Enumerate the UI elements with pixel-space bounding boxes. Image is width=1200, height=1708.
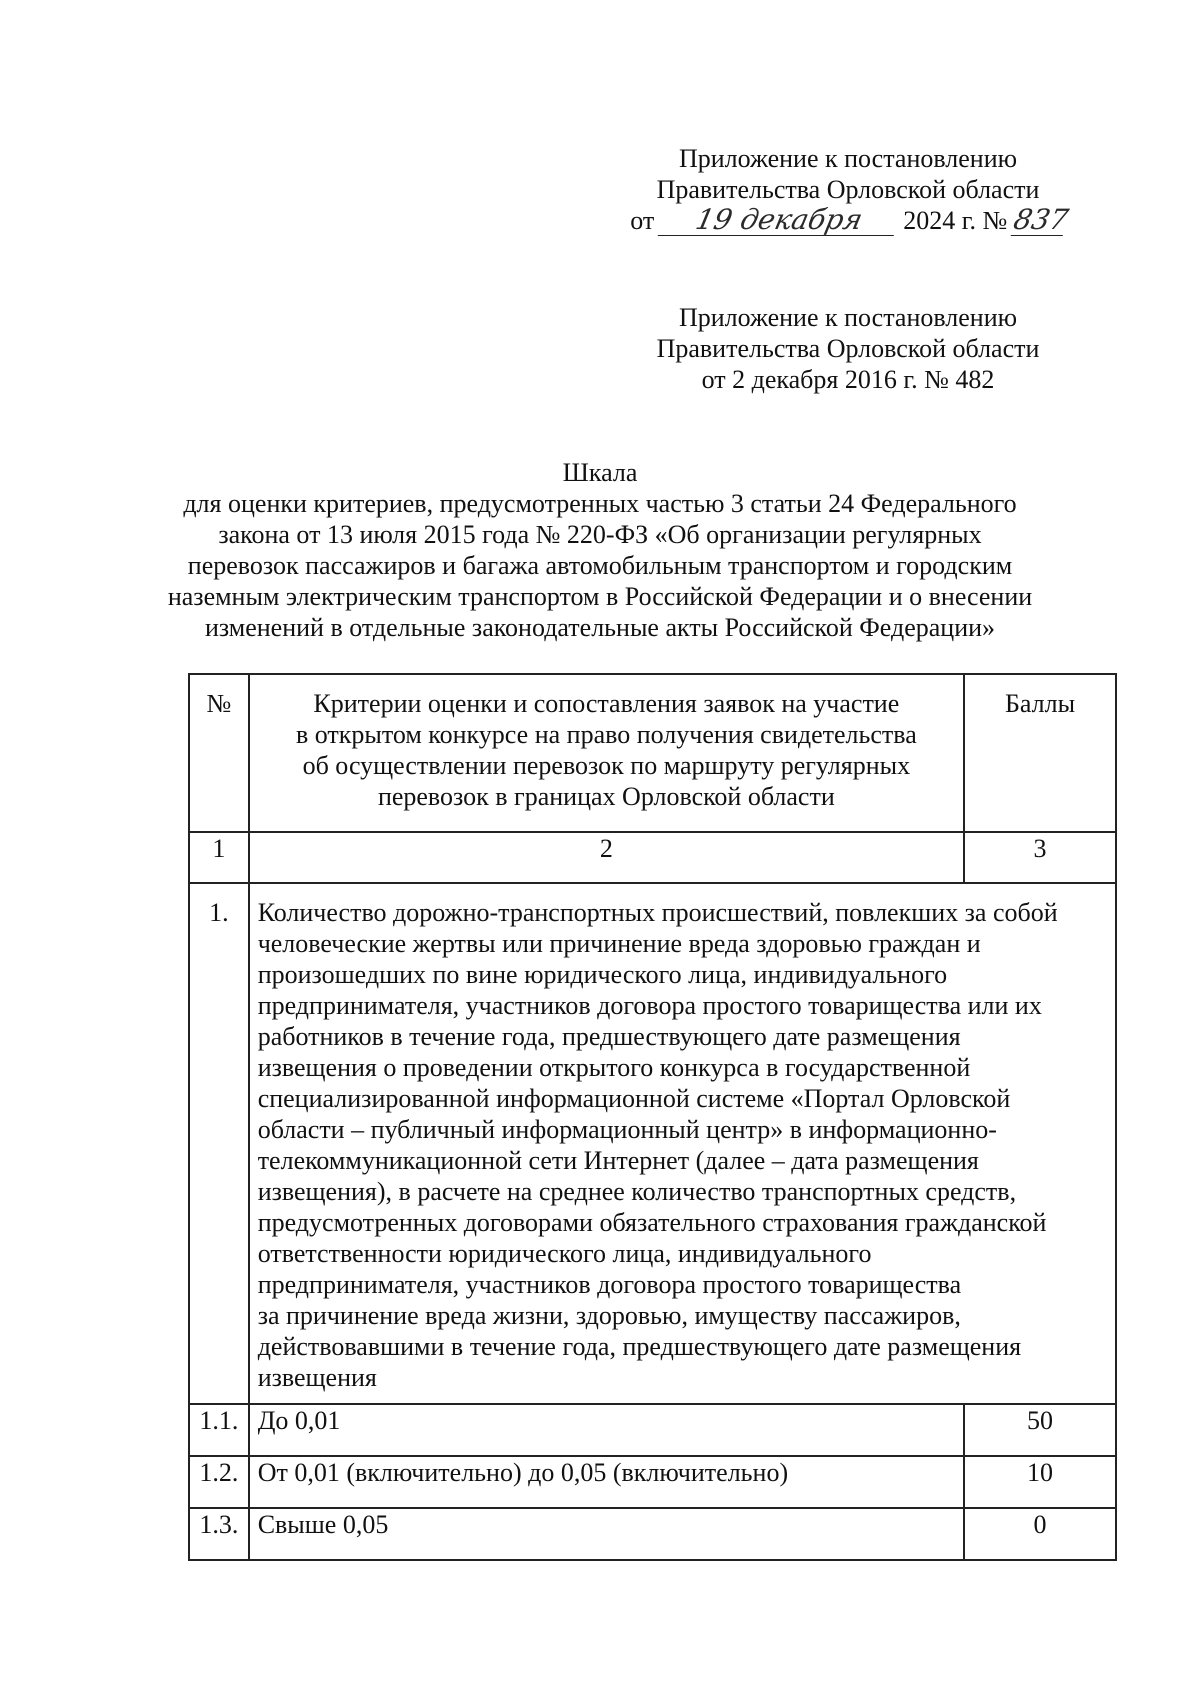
- header-criteria-line: Критерии оценки и сопоставления заявок на участие: [313, 689, 900, 718]
- title-line: для оценки критериев, предусмотренных частью 3 статьи 24 Федерального: [183, 489, 1017, 518]
- criterion-line: предпринимателя, участников договора простого товарищества или их: [257, 991, 1042, 1020]
- criterion-line: извещения: [257, 1363, 377, 1392]
- table-row: [189, 1456, 1116, 1508]
- appendix-line-2: Правительства Орловской области: [656, 334, 1040, 363]
- header-criteria-line: перевозок в границах Орловской области: [377, 782, 835, 811]
- header-number: №: [189, 674, 249, 832]
- row-criterion: До 0,01: [249, 1404, 964, 1456]
- row-criterion: Свыше 0,05: [249, 1508, 964, 1560]
- section-number: 1.: [189, 883, 249, 1404]
- row-points: 50: [964, 1404, 1116, 1456]
- criterion-line: извещения о проведении открытого конкурса в государственной: [257, 1053, 971, 1082]
- section-row: [189, 883, 1116, 1404]
- header-criteria-line: в открытом конкурсе на право получения свидетельства: [295, 720, 917, 749]
- column-number: 3: [964, 832, 1116, 883]
- header-points: Баллы: [964, 674, 1116, 832]
- appendix-line-1: Приложение к постановлению: [678, 303, 1018, 332]
- title-heading: Шкала: [562, 458, 638, 487]
- header-criteria-line: об осуществлении перевозок по маршруту регулярных: [302, 751, 911, 780]
- appendix-line-3: от 2 декабря 2016 г. № 482: [701, 365, 995, 394]
- appendix-original-resolution: [628, 302, 1068, 395]
- header-criteria: [249, 674, 964, 832]
- column-number: 1: [189, 832, 249, 883]
- criterion-line: произошедших по вине юридического лица, индивидуального: [257, 960, 948, 989]
- table-row: [189, 1508, 1116, 1560]
- appendix-line-1: Приложение к постановлению: [678, 144, 1018, 173]
- table-header-row: [189, 674, 1116, 832]
- criterion-line: предусмотренных договорами обязательного страхования гражданской: [257, 1208, 1047, 1237]
- year-text: 2024 г. №: [903, 206, 1008, 235]
- criterion-line: предпринимателя, участников договора простого товарищества: [257, 1270, 962, 1299]
- criterion-line: Количество дорожно-транспортных происшествий, повлекших за собой: [257, 898, 1058, 927]
- appendix-current-resolution: [628, 143, 1071, 236]
- criterion-line: действовавшими в течение года, предшествующего дате размещения: [257, 1332, 1022, 1361]
- criterion-line: телекоммуникационной сети Интернет (далее – дата размещения: [257, 1146, 979, 1175]
- criterion-line: области – публичный информационный центр» в информационно-: [257, 1115, 997, 1144]
- criterion-line: специализированной информационной системе «Портал Орловской: [257, 1084, 1011, 1113]
- date-prefix: от: [630, 206, 655, 235]
- appendix-line-2: Правительства Орловской области: [656, 175, 1040, 204]
- column-number-row: [189, 832, 1116, 883]
- criterion-line: работников в течение года, предшествующего дате размещения: [257, 1022, 961, 1051]
- section-criterion-text: [249, 883, 1116, 1404]
- row-number: 1.3.: [189, 1508, 249, 1560]
- criteria-table: [188, 673, 1117, 1561]
- criterion-line: извещения), в расчете на среднее количество транспортных средств,: [257, 1177, 1017, 1206]
- criterion-line: за причинение вреда жизни, здоровью, имуществу пассажиров,: [257, 1301, 961, 1330]
- row-number: 1.1.: [189, 1404, 249, 1456]
- handwritten-date: 19 декабря: [657, 205, 900, 236]
- appendix-date-line: [628, 203, 1071, 236]
- title-line: закона от 13 июля 2015 года № 220-ФЗ «Об организации регулярных: [218, 520, 982, 549]
- handwritten-number: 837: [1010, 203, 1071, 236]
- table-row: [189, 1404, 1116, 1456]
- criterion-line: ответственности юридического лица, индивидуального: [257, 1239, 872, 1268]
- title-line: изменений в отдельные законодательные акты Российской Федерации»: [204, 613, 996, 642]
- document-title: [150, 457, 1050, 643]
- row-points: 10: [964, 1456, 1116, 1508]
- row-points: 0: [964, 1508, 1116, 1560]
- title-line: наземным электрическим транспортом в Российской Федерации и о внесении: [167, 582, 1033, 611]
- column-number: 2: [249, 832, 964, 883]
- criterion-line: человеческие жертвы или причинение вреда здоровью граждан и: [257, 929, 981, 958]
- title-line: перевозок пассажиров и багажа автомобильным транспортом и городским: [187, 551, 1013, 580]
- row-criterion: От 0,01 (включительно) до 0,05 (включительно): [249, 1456, 964, 1508]
- row-number: 1.2.: [189, 1456, 249, 1508]
